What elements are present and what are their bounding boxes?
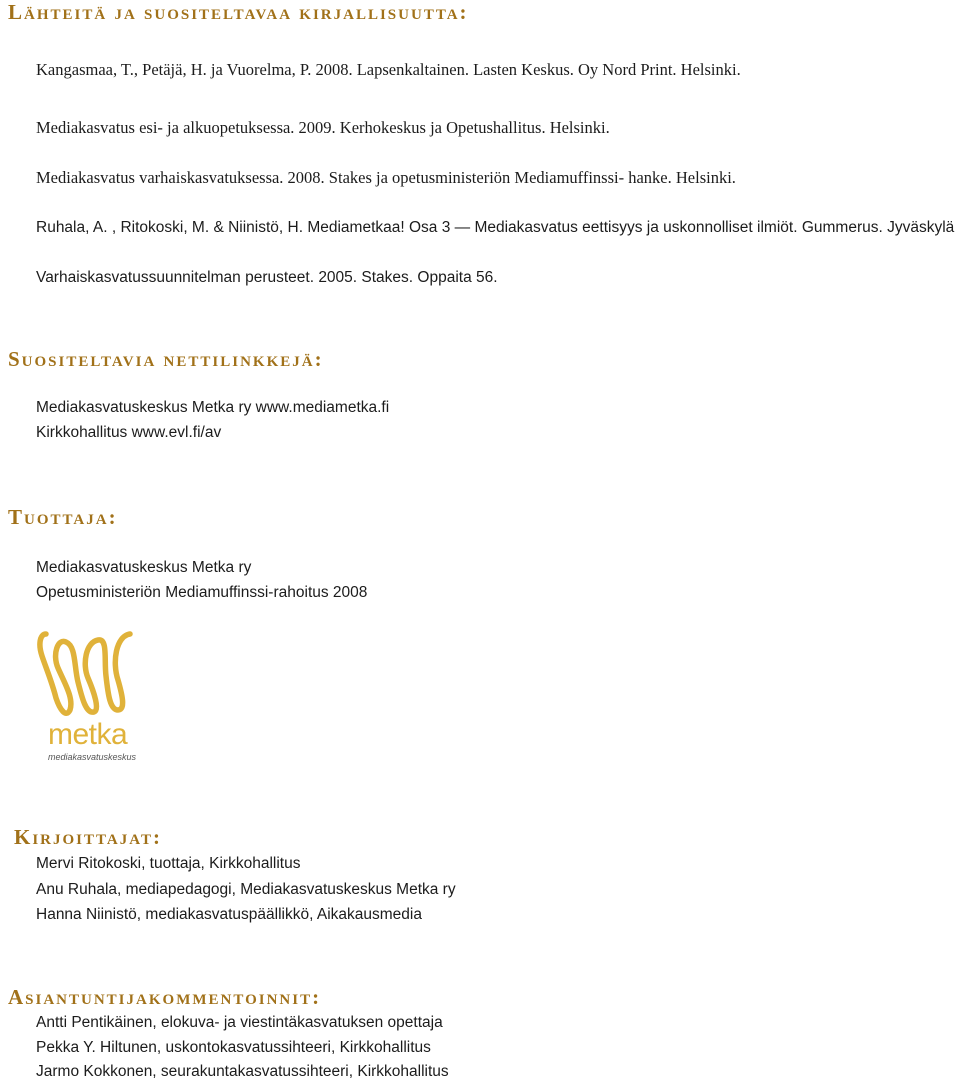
reference-item: Ruhala, A. , Ritokoski, M. & Niinistö, H. Mediametkaa! Osa 3 — Mediakasvatus eettisyys ja uskonnolliset ilmiöt. Gummerus. Jyväskylä (36, 219, 955, 236)
authors-heading: Kirjoittajat: (14, 825, 162, 849)
expert-item: Pekka Y. Hiltunen, uskontokasvatussihteeri, Kirkkohallitus (36, 1039, 431, 1056)
references-heading: Lähteitä ja suositeltavaa kirjallisuutta: (8, 0, 469, 24)
producer-item: Opetusministeriön Mediamuffinssi-rahoitus 2008 (36, 584, 368, 601)
experts-heading: Asiantuntijakommentoinnit: (8, 985, 322, 1009)
metka-logo (36, 626, 146, 766)
reference-item: Mediakasvatus esi- ja alkuopetuksessa. 2009. Kerhokeskus ja Opetushallitus. Helsinki. (36, 118, 610, 137)
producer-item: Mediakasvatuskeskus Metka ry (36, 559, 252, 576)
producer-heading: Tuottaja: (8, 505, 118, 529)
links-heading: Suositeltavia nettilinkkejä: (8, 347, 324, 371)
logo-wordmark: metka (48, 718, 128, 751)
reference-item: Kangasmaa, T., Petäjä, H. ja Vuorelma, P. 2008. Lapsenkaltainen. Lasten Keskus. Oy Nord Print. Helsinki. (36, 60, 741, 79)
author-item: Hanna Niinistö, mediakasvatuspäällikkö, Aikakausmedia (36, 906, 422, 923)
expert-item: Antti Pentikäinen, elokuva- ja viestintäkasvatuksen opettaja (36, 1014, 443, 1031)
link-item-mediametka: Mediakasvatuskeskus Metka ry www.mediametka.fi (36, 399, 390, 416)
metka-spiral-icon (36, 626, 146, 722)
logo-tagline: mediakasvatuskeskus (48, 752, 137, 762)
link-item-evl: Kirkkohallitus www.evl.fi/av (36, 424, 222, 441)
author-item: Anu Ruhala, mediapedagogi, Mediakasvatuskeskus Metka ry (36, 881, 456, 898)
author-item: Mervi Ritokoski, tuottaja, Kirkkohallitus (36, 855, 301, 872)
reference-item: Mediakasvatus varhaiskasvatuksessa. 2008. Stakes ja opetusministeriön Mediamuffinssi- hanke. Helsinki. (36, 168, 736, 187)
expert-item: Jarmo Kokkonen, seurakuntakasvatussihteeri, Kirkkohallitus (36, 1063, 449, 1080)
reference-item: Varhaiskasvatussuunnitelman perusteet. 2005. Stakes. Oppaita 56. (36, 269, 498, 286)
